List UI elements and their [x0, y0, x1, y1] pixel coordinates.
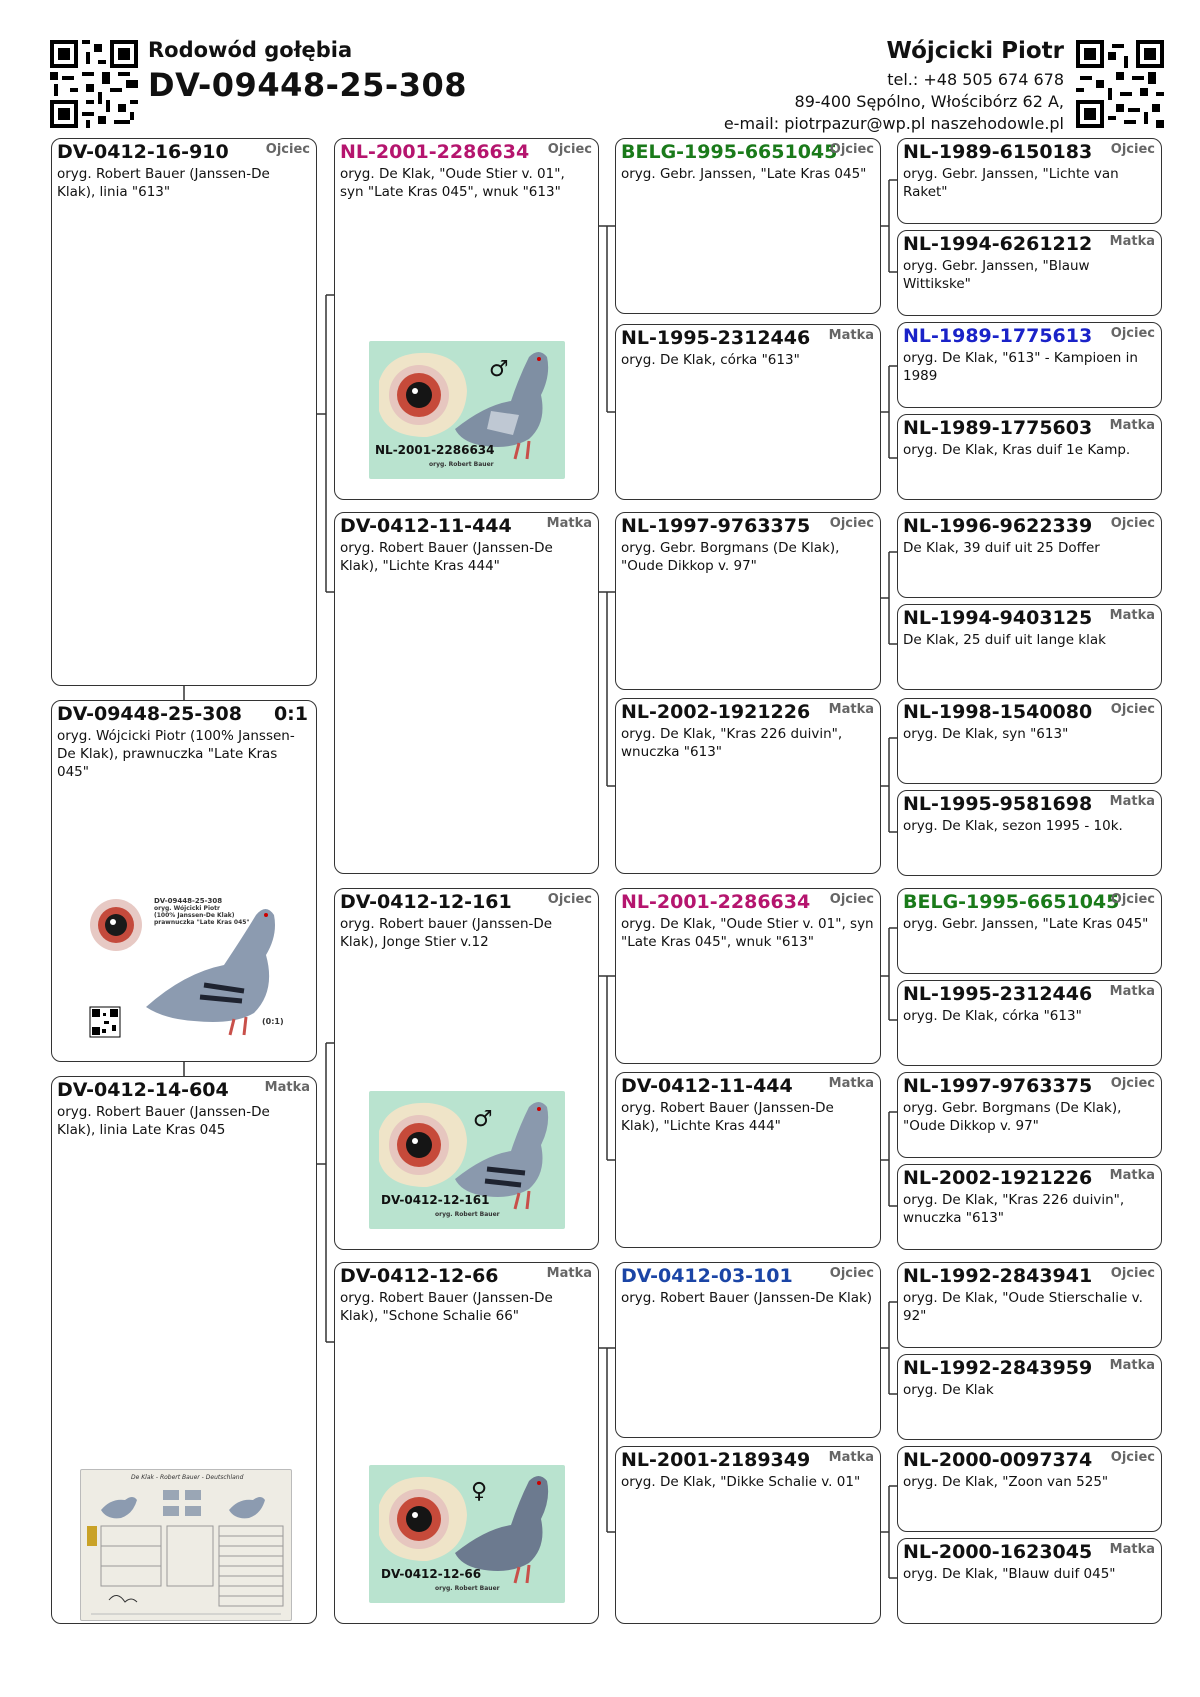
bird-description: oryg. De Klak, "Kras 226 duivin", wnuczka "613": [903, 1192, 1125, 1226]
bird-description: oryg. De Klak, "Oude Stier v. 01", syn "Late Kras 045", wnuk "613": [621, 916, 874, 950]
owner-phone: tel.: +48 505 674 678: [887, 70, 1064, 89]
bird-description: oryg. De Klak, córka "613": [903, 1008, 1082, 1024]
sex-label: Matka: [828, 702, 874, 717]
bird-description: oryg. Wójcicki Piotr (100% Janssen-De Klak), prawnuczka "Late Kras 045": [57, 728, 295, 780]
ring-number: NL-1997-9763375: [903, 1075, 1093, 1097]
ring-number: DV-0412-03-101: [621, 1265, 793, 1287]
sex-label: Matka: [828, 1450, 874, 1465]
pedigree-box-subject[interactable]: [51, 700, 317, 1062]
pedigree-box-maternal-grandfather[interactable]: [334, 888, 599, 1250]
sex-label: Matka: [1109, 1358, 1155, 1373]
sex-label: Ojciec: [1110, 1450, 1155, 1465]
ring-number: DV-09448-25-308: [57, 703, 242, 725]
ring-number: NL-1998-1540080: [903, 701, 1093, 723]
sex-label: Ojciec: [1110, 326, 1155, 341]
sex-label: Ojciec: [1110, 892, 1155, 907]
pedigree-box-gen3[interactable]: [615, 1446, 881, 1624]
ring-number: NL-1996-9622339: [903, 515, 1093, 537]
photo-caption: prawnuczka "Late Kras 045": [154, 919, 250, 926]
ring-number: NL-2002-1921226: [903, 1167, 1093, 1189]
pedigree-box-gen3[interactable]: [615, 1262, 881, 1438]
bird-description: oryg. Gebr. Janssen, "Late Kras 045": [903, 916, 1149, 932]
pedigree-box-gen3[interactable]: [615, 888, 881, 1064]
pedigree-box-gen4[interactable]: [897, 1538, 1162, 1624]
ring-number: NL-1997-9763375: [621, 515, 811, 537]
pedigree-box-gen4[interactable]: [897, 230, 1162, 316]
pedigree-box-gen4[interactable]: [897, 414, 1162, 500]
pigeon-illustration: [369, 1465, 565, 1603]
ring-number: DV-0412-12-66: [340, 1265, 499, 1287]
ring-number: NL-1992-2843941: [903, 1265, 1093, 1287]
qr-code-left: [50, 40, 138, 128]
ring-number: NL-2001-2189349: [621, 1449, 811, 1471]
photo-score: (0:1): [262, 1017, 284, 1026]
page-title: DV-09448-25-308: [148, 66, 467, 104]
sex-label: Matka: [828, 1076, 874, 1091]
bird-description: De Klak, 25 duif uit lange klak: [903, 632, 1106, 648]
ring-number: BELG-1995-6651045: [903, 891, 1120, 913]
sex-label: Matka: [1109, 1542, 1155, 1557]
bird-description: oryg. Robert Bauer (Janssen-De Klak), "Schone Schalie 66": [340, 1290, 553, 1324]
ring-number: NL-1995-9581698: [903, 793, 1093, 815]
bird-description: De Klak, 39 duif uit 25 Doffer: [903, 540, 1100, 556]
pedigree-box-paternal-grandmother[interactable]: [334, 512, 599, 874]
ring-number: NL-1995-2312446: [903, 983, 1093, 1005]
score-label: 0:1: [273, 703, 308, 725]
sex-label: Ojciec: [1110, 702, 1155, 717]
ring-number: DV-0412-11-444: [340, 515, 512, 537]
bird-description: oryg. De Klak, Kras duif 1e Kamp.: [903, 442, 1131, 458]
pedigree-box-maternal-grandmother[interactable]: [334, 1262, 599, 1624]
pedigree-box-gen4[interactable]: [897, 138, 1162, 224]
ring-number: NL-2000-0097374: [903, 1449, 1093, 1471]
sex-label: Ojciec: [829, 1266, 874, 1281]
bird-description: oryg. Gebr. Borgmans (De Klak), "Oude Dikkop v. 97": [903, 1100, 1122, 1134]
sex-label: Ojciec: [547, 892, 592, 907]
pedigree-box-father[interactable]: [51, 138, 317, 686]
ring-number: NL-1989-1775603: [903, 417, 1093, 439]
ring-number: NL-2001-2286634: [621, 891, 811, 913]
bird-description: oryg. De Klak, "613" - Kampioen in 1989: [903, 350, 1138, 384]
sex-label: Matka: [1109, 984, 1155, 999]
bird-description: oryg. Robert Bauer (Janssen-De Klak), linia "613": [57, 166, 270, 200]
sex-label: Matka: [828, 328, 874, 343]
male-symbol-icon: ♂: [489, 357, 509, 382]
sex-label: Ojciec: [829, 892, 874, 907]
sex-label: Matka: [546, 516, 592, 531]
ring-number: NL-1994-6261212: [903, 233, 1093, 255]
owner-contact: e-mail: piotrpazur@wp.pl naszehodowle.pl: [723, 114, 1064, 133]
sex-label: Matka: [546, 1266, 592, 1281]
pedigree-document-thumbnail[interactable]: [80, 1469, 292, 1621]
bird-description: oryg. De Klak, "Kras 226 duivin", wnuczka "613": [621, 726, 843, 760]
sex-label: Ojciec: [1110, 516, 1155, 531]
ring-number: DV-0412-12-161: [340, 891, 512, 913]
pedigree-box-gen3[interactable]: [615, 698, 881, 874]
bird-description: oryg. De Klak: [903, 1382, 994, 1398]
sex-label: Matka: [1109, 794, 1155, 809]
bird-description: oryg. De Klak, sezon 1995 - 10k.: [903, 818, 1123, 834]
document-illustration: [81, 1470, 291, 1620]
bird-description: oryg. Gebr. Janssen, "Lichte van Raket": [903, 166, 1119, 200]
pedigree-box-gen4[interactable]: [897, 980, 1162, 1066]
photo-credit: oryg. Robert Bauer: [435, 1211, 500, 1218]
bird-description: oryg. De Klak, "Dikke Schalie v. 01": [621, 1474, 861, 1490]
bird-photo[interactable]: [369, 341, 565, 479]
ring-number: NL-1994-9403125: [903, 607, 1093, 629]
pedigree-box-gen4[interactable]: [897, 888, 1162, 974]
owner-name: Wójcicki Piotr: [886, 38, 1064, 64]
photo-credit: oryg. Robert Bauer: [435, 1585, 500, 1592]
bird-description: oryg. Robert Bauer (Janssen-De Klak), "Lichte Kras 444": [621, 1100, 834, 1134]
ring-number: NL-1995-2312446: [621, 327, 811, 349]
ring-number: NL-2000-1623045: [903, 1541, 1093, 1563]
bird-description: oryg. De Klak, córka "613": [621, 352, 800, 368]
photo-caption: (100% Janssen-De Klak): [154, 912, 235, 919]
male-symbol-icon: ♂: [473, 1107, 493, 1132]
sex-label: Matka: [1109, 418, 1155, 433]
owner-address: 89-400 Sępólno, Włościbórz 62 A,: [794, 92, 1064, 111]
pedigree-box-gen4[interactable]: [897, 790, 1162, 876]
pedigree-box-gen4[interactable]: [897, 1262, 1162, 1348]
bird-description: oryg. Gebr. Janssen, "Late Kras 045": [621, 166, 867, 182]
sex-label: Matka: [1109, 608, 1155, 623]
bird-photo[interactable]: [369, 1091, 565, 1229]
photo-caption: DV-09448-25-308: [154, 897, 223, 905]
pedigree-box-paternal-grandfather[interactable]: [334, 138, 599, 500]
pedigree-box-gen4[interactable]: [897, 1164, 1162, 1250]
bird-photo[interactable]: [369, 1465, 565, 1603]
bird-description: oryg. Gebr. Janssen, "Blauw Wittikske": [903, 258, 1090, 292]
bird-description: oryg. De Klak, syn "613": [903, 726, 1069, 742]
pedigree-box-gen4[interactable]: [897, 322, 1162, 408]
ring-number: DV-0412-14-604: [57, 1079, 229, 1101]
pedigree-box-gen3[interactable]: [615, 512, 881, 690]
photo-caption: DV-0412-12-161: [381, 1193, 490, 1207]
ring-number: DV-0412-16-910: [57, 141, 229, 163]
ring-number: NL-1989-1775613: [903, 325, 1093, 347]
ring-number: NL-2002-1921226: [621, 701, 811, 723]
pedigree-box-gen4[interactable]: [897, 512, 1162, 598]
pedigree-box-gen3[interactable]: [615, 138, 881, 314]
bird-description: oryg. Robert Bauer (Janssen-De Klak), "Lichte Kras 444": [340, 540, 553, 574]
photo-caption: NL-2001-2286634: [375, 443, 495, 457]
bird-description: oryg. De Klak, "Oude Stierschalie v. 92": [903, 1290, 1143, 1324]
photo-credit: oryg. Robert Bauer: [429, 461, 494, 468]
page-subtitle: Rodowód gołębia: [148, 38, 353, 62]
bird-description: oryg. De Klak, "Oude Stier v. 01", syn "Late Kras 045", wnuk "613": [340, 166, 565, 200]
pedigree-box-gen3[interactable]: [615, 1072, 881, 1248]
ring-number: BELG-1995-6651045: [621, 141, 838, 163]
photo-caption: oryg. Wójcicki Piotr: [154, 905, 220, 912]
ring-number: DV-0412-11-444: [621, 1075, 793, 1097]
sex-label: Ojciec: [265, 142, 310, 157]
bird-description: oryg. Gebr. Borgmans (De Klak), "Oude Dikkop v. 97": [621, 540, 840, 574]
bird-description: oryg. Robert Bauer (Janssen-De Klak), linia Late Kras 045: [57, 1104, 270, 1138]
sex-label: Matka: [264, 1080, 310, 1095]
bird-description: oryg. De Klak, "Blauw duif 045": [903, 1566, 1116, 1582]
bird-description: oryg. Robert Bauer (Janssen-De Klak): [621, 1290, 873, 1306]
sex-label: Ojciec: [547, 142, 592, 157]
photo-caption: DV-0412-12-66: [381, 1567, 482, 1581]
sex-label: Matka: [1109, 234, 1155, 249]
subject-photo[interactable]: [84, 895, 284, 1047]
bird-description: oryg. De Klak, "Zoon van 525": [903, 1474, 1109, 1490]
ring-number: NL-1989-6150183: [903, 141, 1093, 163]
sex-label: Ojciec: [829, 516, 874, 531]
pedigree-box-gen4[interactable]: [897, 698, 1162, 784]
sex-label: Ojciec: [1110, 142, 1155, 157]
pedigree-box-gen4[interactable]: [897, 1072, 1162, 1158]
document-heading: De Klak - Robert Bauer - Deutschland: [131, 1474, 244, 1481]
pigeon-illustration: [369, 1091, 565, 1229]
pedigree-box-gen4[interactable]: [897, 1446, 1162, 1532]
pedigree-box-gen3[interactable]: [615, 324, 881, 500]
ring-number: NL-1992-2843959: [903, 1357, 1093, 1379]
pedigree-box-gen4[interactable]: [897, 604, 1162, 690]
sex-label: Matka: [1109, 1168, 1155, 1183]
female-symbol-icon: ♀: [471, 1479, 488, 1504]
pedigree-box-gen4[interactable]: [897, 1354, 1162, 1440]
pigeon-illustration: [369, 341, 565, 479]
sex-label: Ojciec: [1110, 1266, 1155, 1281]
ring-number: NL-2001-2286634: [340, 141, 530, 163]
pedigree-box-mother[interactable]: [51, 1076, 317, 1624]
bird-description: oryg. Robert bauer (Janssen-De Klak), Jonge Stier v.12: [340, 916, 553, 950]
sex-label: Ojciec: [1110, 1076, 1155, 1091]
sex-label: Ojciec: [829, 142, 874, 157]
qr-code-right: [1076, 40, 1164, 128]
